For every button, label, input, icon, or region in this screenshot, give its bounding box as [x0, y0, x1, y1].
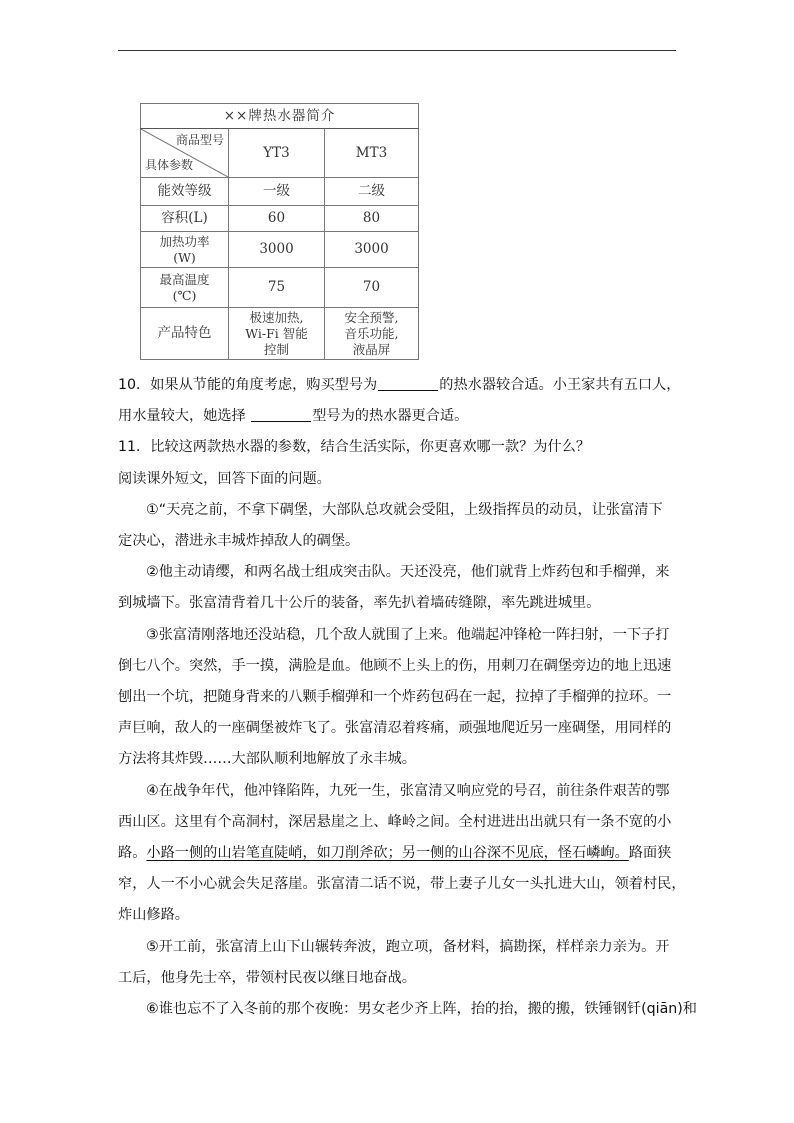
- yt3-value: 3000: [229, 232, 325, 268]
- passage-line: 倒七八个。突然，手一摸，满脸是血。他顾不上头上的伤，用刺刀在碉堡旁边的地上迅速: [118, 657, 672, 674]
- passage-line: ③张富清刚落地还没站稳，几个敌人就围了上来。他端起冲锋枪一阵扫射，一下子打: [146, 626, 670, 643]
- header-param-label: 具体参数: [145, 158, 194, 172]
- table-row: [141, 232, 419, 268]
- passage-line: ①“天亮之前，不拿下碉堡，大部队总攻就会受阻，上级指挥员的动员，让张富清下: [146, 501, 663, 518]
- question-11: 11．比较这两款热水器的参数，结合生活实际，你更喜欢哪一款？为什么？: [118, 439, 591, 456]
- mt3-features: [325, 308, 419, 360]
- passage-line: 方法将其炸毁……大部队顺利地解放了永丰城。: [118, 751, 416, 768]
- table-row: [141, 206, 419, 232]
- answer-blank-1[interactable]: [378, 376, 438, 391]
- feature-line: Wi-Fi 智能: [245, 325, 308, 341]
- passage-line: 炸山修路。: [118, 907, 189, 924]
- param-label: 能效等级: [141, 178, 229, 206]
- passage-line: 西山区。这里有个高洞村，深居悬崖之上、峰岭之间。全村进进出出就只有一条不宽的小: [118, 813, 672, 830]
- model-mt3-header: MT3: [325, 129, 419, 178]
- feature-line: 音乐功能,: [344, 325, 399, 341]
- q10-text-d: 型号为的热水器更合适。: [312, 408, 469, 425]
- param-label: 产品特色: [141, 308, 229, 360]
- param-label: [141, 232, 229, 268]
- yt3-value: 75: [229, 268, 325, 308]
- passage-line: 刨出一个坑，把随身背来的八颗手榴弹和一个炸药包码在一起，拉掉了手榴弹的拉环。一: [118, 689, 672, 706]
- passage-line: 工后，他身先士卒，带领村民夜以继日地奋战。: [118, 969, 416, 986]
- passage-line: 定决心，潜进永丰城炸掉敌人的碉堡。: [118, 533, 360, 550]
- passage-line: 到城墙下。张富清背着几十公斤的装备，率先扒着墙砖缝隙，率先跳进城里。: [118, 595, 601, 612]
- feature-line: 极速加热,: [249, 309, 304, 325]
- question-10-line-1: [118, 370, 696, 401]
- yt3-value: 一级: [229, 178, 325, 206]
- feature-line: 液晶屏: [352, 341, 391, 357]
- header-model-label: 商品型号: [175, 133, 224, 147]
- param-label-line: 加热功率: [159, 233, 210, 249]
- diagonal-header-cell: [141, 129, 229, 178]
- table-row: [141, 268, 419, 308]
- model-yt3-header: YT3: [229, 129, 325, 178]
- passage-line: [118, 838, 696, 869]
- table-title: ××牌热水器简介: [141, 104, 419, 129]
- param-label: [141, 268, 229, 308]
- passage-text: 路面狭: [628, 845, 672, 862]
- passage-line: ②他主动请缨，和两名战士组成突击队。天还没亮，他们就背上炸药包和手榴弹，来: [146, 564, 670, 581]
- passage-line: ⑤开工前，张富清上山下山辗转奔波，跑立项，备材料，搞勘探，样样亲力亲为。开: [146, 938, 670, 955]
- passage-text: 路。: [118, 845, 147, 862]
- yt3-features: [229, 308, 325, 360]
- yt3-value: 60: [229, 206, 325, 232]
- feature-line: 安全预警,: [344, 309, 399, 325]
- water-heater-spec-table: [140, 103, 419, 360]
- table-row: [141, 308, 419, 360]
- q10-text-c: 用水量较大，她选择: [118, 408, 246, 425]
- passage-line: 窄，人一不小心就会失足落崖。张富清二话不说，带上妻子儿女一头扎进大山，领着村民，: [118, 876, 686, 893]
- reading-instruction: 阅读课外短文，回答下面的问题。: [118, 470, 331, 487]
- underlined-sentence: 小路一侧的山岩笔直陡峭，如刀削斧砍；另一侧的山谷深不见底，怪石嶙峋。: [146, 845, 629, 862]
- mt3-value: 80: [325, 206, 419, 232]
- param-label-line: 最高温度: [159, 271, 210, 287]
- passage-line: ⑥谁也忘不了入冬前的那个夜晚：男女老少齐上阵，抬的抬，搬的搬，铁锤钢钎(qiān)和: [146, 1001, 697, 1018]
- param-label: 容积(L): [141, 206, 229, 232]
- document-body: [118, 370, 696, 1025]
- feature-line: 控制: [263, 341, 289, 357]
- passage-line: 声巨响，敌人的一座碉堡被炸飞了。张富清忍着疼痛，顽强地爬近另一座碉堡，用同样的: [118, 720, 672, 737]
- mt3-value: 二级: [325, 178, 419, 206]
- q10-text-b: 的热水器较合适。小王家共有五口人，: [439, 377, 681, 393]
- header-rule: [118, 50, 676, 51]
- param-label-unit: (W): [173, 249, 196, 265]
- passage-line: ④在战争年代，他冲锋陷阵，九死一生，张富清又响应党的号召，前往条件艰苦的鄂: [146, 782, 670, 799]
- mt3-value: 70: [325, 268, 419, 308]
- answer-blank-2[interactable]: [251, 407, 311, 422]
- param-label-unit: (℃): [172, 287, 197, 303]
- question-10-line-2: [118, 401, 696, 432]
- mt3-value: 3000: [325, 232, 419, 268]
- table-row: [141, 178, 419, 206]
- q10-text-a: 10．如果从节能的角度考虑，购买型号为: [118, 377, 378, 393]
